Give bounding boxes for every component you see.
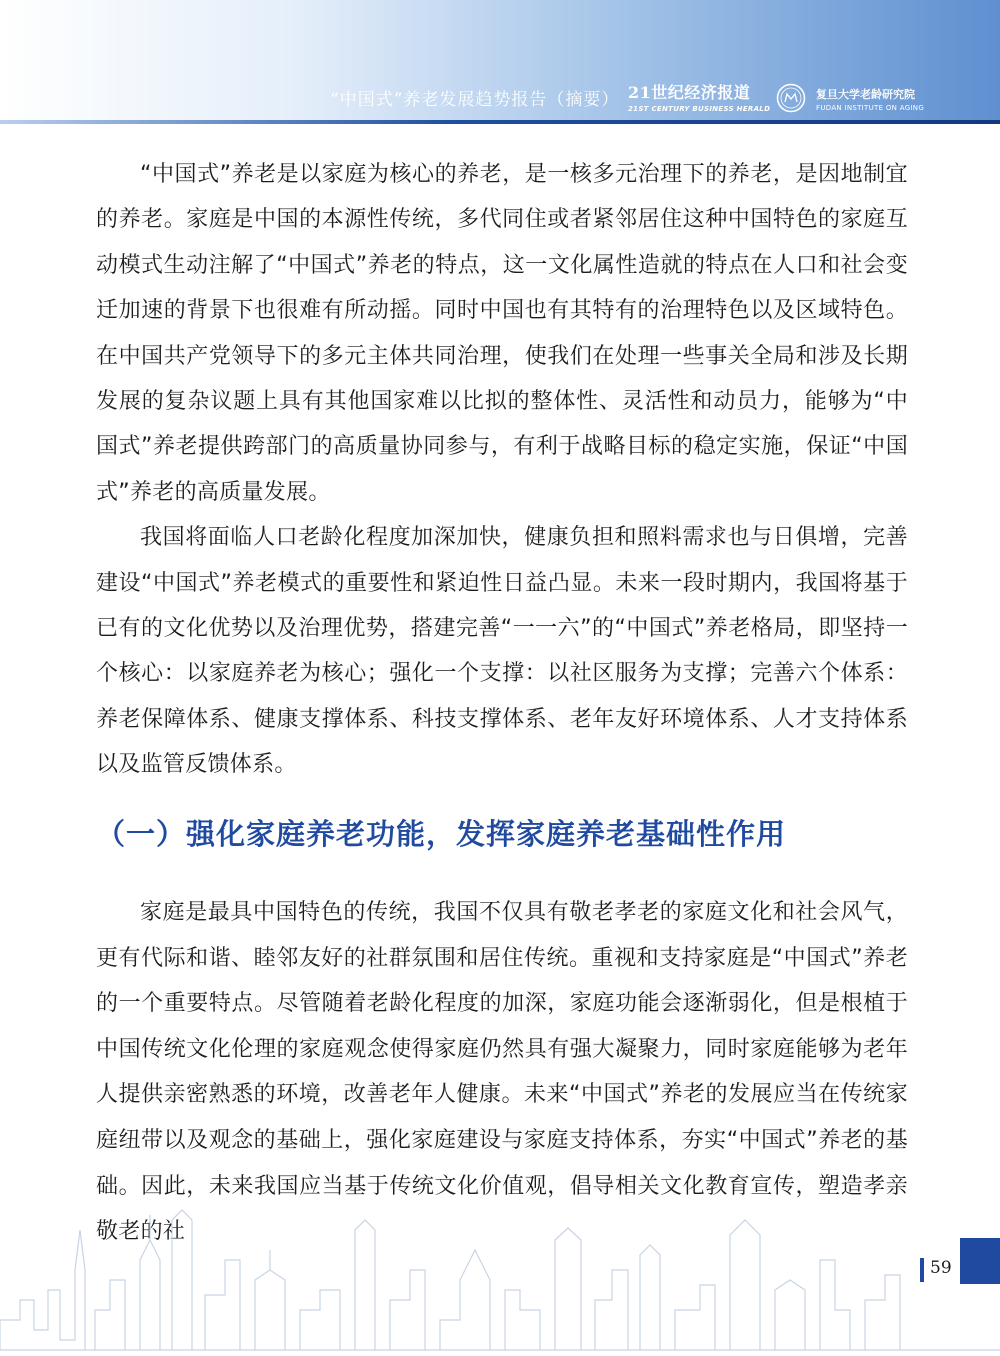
paragraph: 家庭是最具中国特色的传统，我国不仅具有敬老孝老的家庭文化和社会风气，更有代际和谐、睦邻友好的社群氛围和居住传统。重视和支持家庭是“中国式”养老的一个重要特点。尽管随着老龄化程度的加深，家庭功能会逐渐弱化，但是根植于中国传统文化伦理的家庭观念使得家庭仍然具有强大凝聚力，同时家庭能够为老年人提供亲密熟悉的环境，改善老年人健康。未来“中国式”养老的发展应当在传统家庭纽带以及观念的基础上，强化家庭建设与家庭支持体系，夯实“中国式”养老的基础。因此，未来我国应当基于传统文化价值观，倡导相关文化教育宣传，塑造孝亲敬老的社 <box>96 900 908 1245</box>
fudan-seal-icon <box>776 83 806 113</box>
page-number-bar <box>920 1258 924 1282</box>
herald-name-cn: 21世纪经济报道 <box>628 83 751 102</box>
section-heading: （一）强化家庭养老功能，发挥家庭养老基础性作用 <box>96 817 787 851</box>
body-text <box>96 152 908 788</box>
paragraph: “中国式”养老是以家庭为核心的养老，是一核多元治理下的养老，是因地制宜的养老。家庭是中国的本源性传统，多代同住或者紧邻居住这种中国特色的家庭互动模式生动注解了“中国式”养老的特点，这一文化属性造就的特点在人口和社会变迁加速的背景下也很难有所动摇。同时中国也有其特有的治理特色以及区域特色。在中国共产党领导下的多元主体共同治理，使我们在处理一些事关全局和涉及长期发展的复杂议题上具有其他国家难以比拟的整体性、灵活性和动员力，能够为“中国式”养老提供跨部门的高质量协同参与，有利于战略目标的稳定实施，保证“中国式”养老的高质量发展。 <box>96 162 908 505</box>
paragraph: 我国将面临人口老龄化程度加深加快，健康负担和照料需求也与日俱增，完善建设“中国式”养老模式的重要性和紧迫性日益凸显。未来一段时期内，我国将基于已有的文化优势以及治理优势，搭建完善“一一六”的“中国式”养老格局，即坚持一个核心：以家庭养老为核心；强化一个支撑：以社区服务为支撑；完善六个体系：养老保障体系、健康支撑体系、科技支撑体系、老年友好环境体系、人才支持体系以及监管反馈体系。 <box>96 525 908 778</box>
herald-name-en: 21ST CENTURY BUSINESS HERALD <box>628 105 771 113</box>
city-skyline-illustration <box>0 1200 1000 1356</box>
header-divider <box>0 120 1000 124</box>
institute-name-en: FUDAN INSTITUTE ON AGING <box>816 104 925 112</box>
page-tab-marker <box>960 1238 1000 1284</box>
institute-name-cn: 复旦大学老龄研究院 <box>816 88 915 101</box>
page-number: 59 <box>930 1258 952 1278</box>
institute-logo <box>816 86 924 112</box>
report-title: “中国式”养老发展趋势报告（摘要） <box>330 90 620 110</box>
herald-logo <box>628 80 770 113</box>
page-header <box>0 0 1000 120</box>
